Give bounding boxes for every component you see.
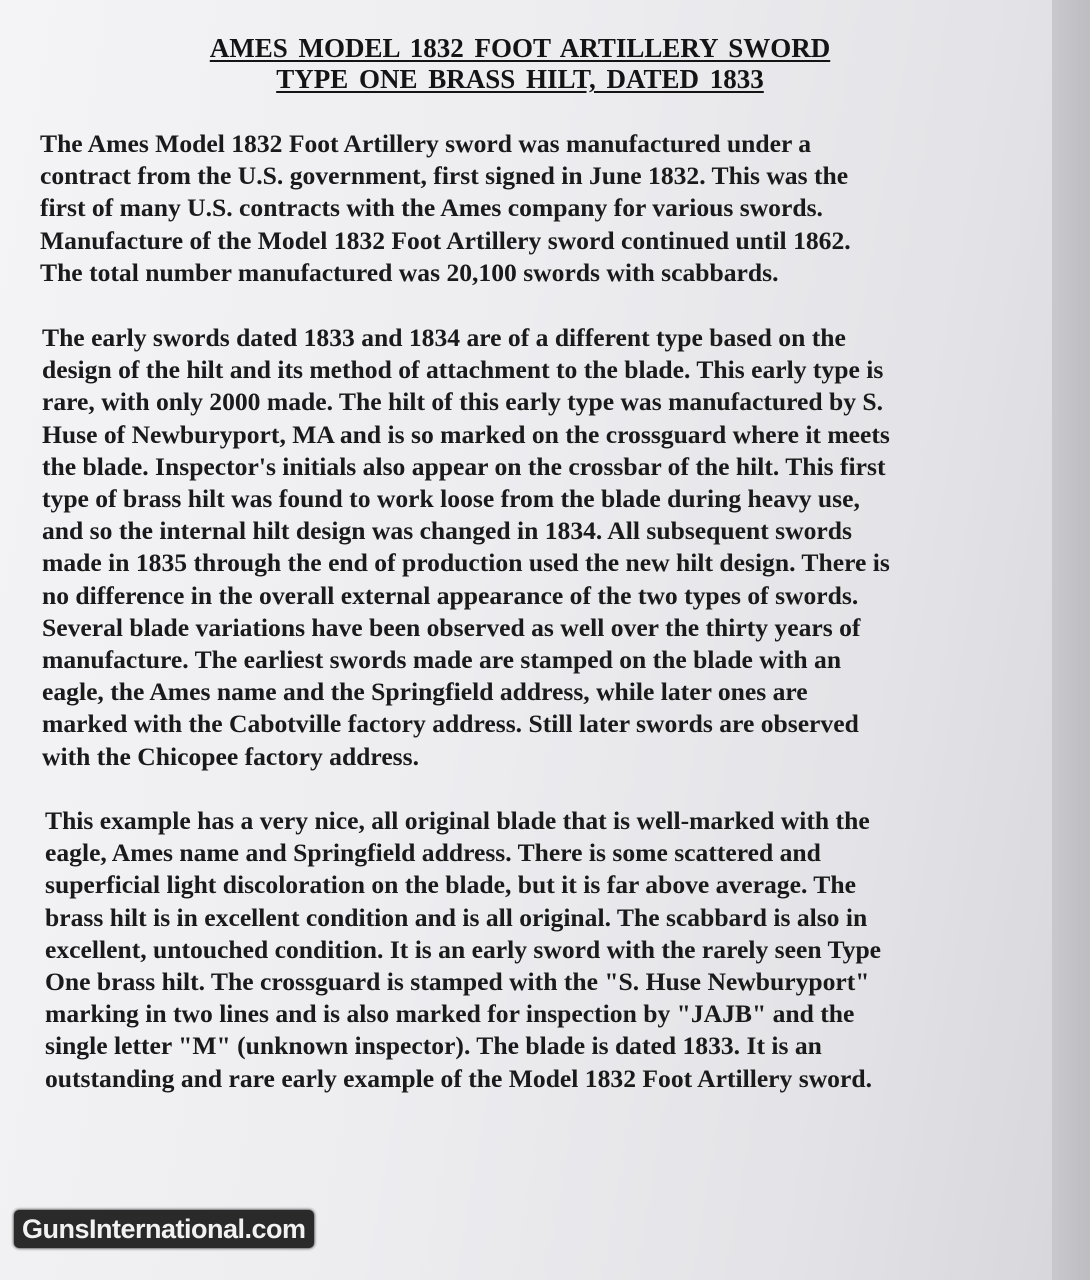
text-line: marking in two lines and is also marked for inspection by "JAJB" and the (45, 999, 855, 1029)
text-line: superficial light discoloration on the blade, but it is far above average. The (45, 870, 856, 900)
text-line: no difference in the overall external appearance of the two types of swords. (42, 580, 859, 610)
document-title: AMES MODEL 1832 FOOT ARTILLERY SWORD (209, 33, 831, 63)
paragraph-this-example (45, 805, 1015, 1095)
text-line: rare, with only 2000 made. The hilt of this early type was manufactured by S. (42, 387, 884, 417)
paragraph-early-types (42, 322, 1012, 773)
text-line: single letter "M" (unknown inspector). The blade is dated 1833. It is an (45, 1031, 822, 1061)
text-line: excellent, untouched condition. It is an early sword with the rarely seen Type (45, 934, 882, 964)
text-line: brass hilt is in excellent condition and is all original. The scabbard is also in (45, 902, 868, 932)
text-line: This example has a very nice, all original blade that is well-marked with the (45, 806, 870, 835)
watermark-logo: GunsInternational.com (14, 1210, 314, 1248)
text-line: outstanding and rare early example of the Model 1832 Foot Artillery sword. (45, 1063, 872, 1093)
text-line: with the Chicopee factory address. (42, 741, 419, 771)
text-line: One brass hilt. The crossguard is stamped with the "S. Huse Newburyport" (45, 967, 870, 997)
paragraph-history (40, 128, 1010, 289)
text-line: manufacture. The earliest swords made are stamped on the blade with an (42, 645, 842, 675)
text-line: made in 1835 through the end of production used the new hilt design. There is (42, 548, 890, 578)
text-line: Several blade variations have been observed as well over the thirty years of (42, 612, 861, 642)
background-edge (1052, 0, 1090, 1280)
text-line: The early swords dated 1833 and 1834 are of a different type based on the (42, 323, 846, 352)
text-line: and so the internal hilt design was changed in 1834. All subsequent swords (42, 516, 852, 546)
text-line: design of the hilt and its method of attachment to the blade. This early type is (42, 355, 884, 385)
text-line: The total number manufactured was 20,100 swords with scabbards. (40, 257, 779, 287)
text-line: The Ames Model 1832 Foot Artillery sword was manufactured under a (40, 129, 812, 158)
text-line: eagle, Ames name and Springfield address. There is some scattered and (45, 838, 821, 868)
text-line: Huse of Newburyport, MA and is so marked on the crossguard where it meets (42, 419, 890, 449)
text-line: eagle, the Ames name and the Springfield address, while later ones are (42, 677, 808, 707)
text-line: marked with the Cabotville factory address. Still later swords are observed (42, 709, 859, 739)
text-line: contract from the U.S. government, first signed in June 1832. This was the (40, 161, 849, 191)
text-line: Manufacture of the Model 1832 Foot Artillery sword continued until 1862. (40, 225, 851, 255)
text-line: the blade. Inspector's initials also appear on the crossbar of the hilt. This first (42, 451, 886, 481)
document-subtitle: TYPE ONE BRASS HILT, DATED 1833 (276, 64, 764, 94)
text-line: first of many U.S. contracts with the Ames company for various swords. (40, 193, 823, 223)
text-line: type of brass hilt was found to work loose from the blade during heavy use, (42, 484, 860, 514)
